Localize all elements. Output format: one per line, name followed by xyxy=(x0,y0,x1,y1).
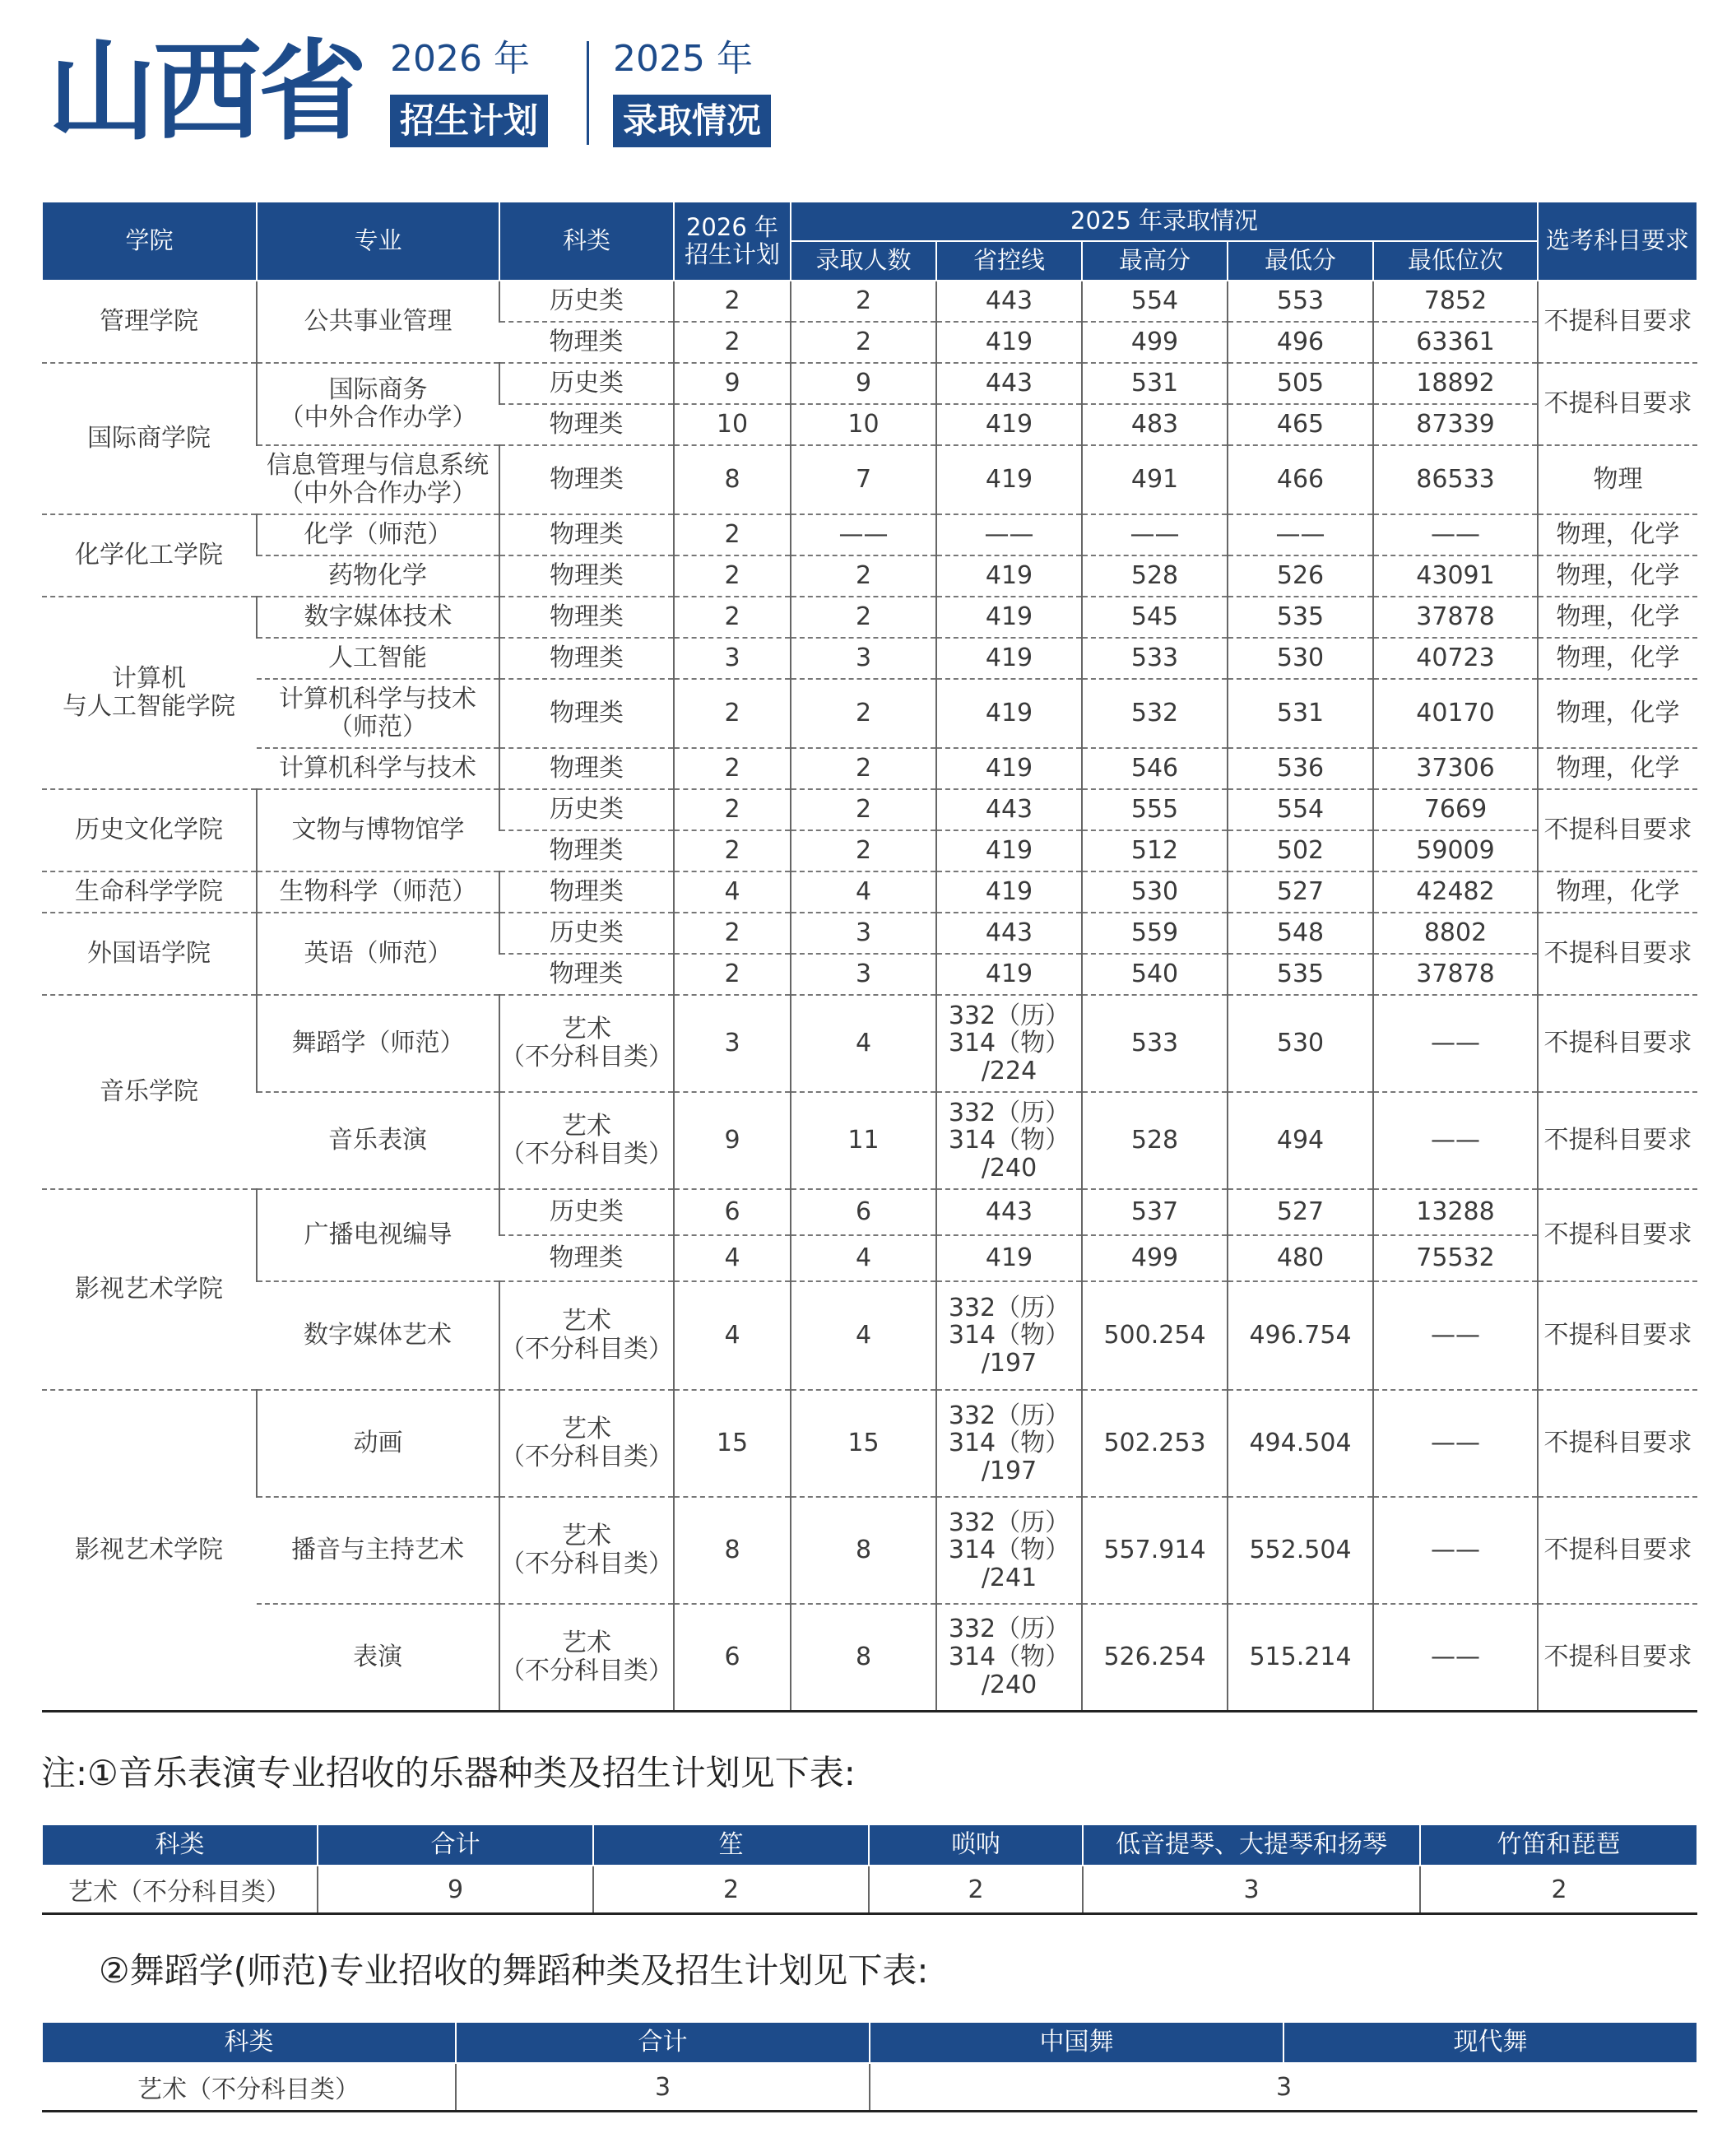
cell-max-score: —— xyxy=(1082,514,1228,555)
music-header-strings: 低音提琴、大提琴和扬琴 xyxy=(1083,1824,1420,1866)
cell-min-score: 502 xyxy=(1228,830,1373,871)
music-table-row xyxy=(42,1866,1697,1914)
dance-header-modern: 现代舞 xyxy=(1283,2022,1697,2063)
cell-major: 数字媒体技术 xyxy=(257,597,499,638)
cell-admitted: —— xyxy=(791,514,936,555)
cell-plan-2026: 9 xyxy=(674,1092,791,1189)
cell-admitted: 2 xyxy=(791,597,936,638)
cell-subject-requirement: 物理，化学 xyxy=(1538,597,1697,638)
dance-type-table xyxy=(41,2021,1698,2112)
music-header-total: 合计 xyxy=(318,1824,593,1866)
cell-max-score: 526.254 xyxy=(1082,1604,1228,1711)
cell-major: 化学（师范） xyxy=(257,514,499,555)
table-row xyxy=(42,281,1697,322)
cell-major: 公共事业管理 xyxy=(257,281,499,363)
cell-min-rank: 59009 xyxy=(1373,830,1538,871)
cell-plan-2026: 2 xyxy=(674,514,791,555)
cell-major: 音乐表演 xyxy=(257,1092,499,1189)
cell-min-rank: —— xyxy=(1373,995,1538,1092)
cell-category: 艺术 （不分科目类） xyxy=(499,1390,674,1497)
cell-college: 历史文化学院 xyxy=(42,789,257,871)
cell-admitted: 4 xyxy=(791,871,936,913)
cell-subject-requirement: 物理，化学 xyxy=(1538,555,1697,597)
cell-min-rank: 87339 xyxy=(1373,404,1538,445)
cell-min-rank: 43091 xyxy=(1373,555,1538,597)
cell-max-score: 557.914 xyxy=(1082,1497,1228,1604)
cell-min-score: 496.754 xyxy=(1228,1281,1373,1390)
cell-admitted: 2 xyxy=(791,789,936,830)
cell-major: 广播电视编导 xyxy=(257,1189,499,1281)
cell-subject-requirement: 不提科目要求 xyxy=(1538,789,1697,871)
cell-subject-requirement: 物理，化学 xyxy=(1538,679,1697,748)
table-row xyxy=(42,514,1697,555)
cell-max-score: 491 xyxy=(1082,445,1228,514)
admission-table-body xyxy=(42,281,1697,1711)
cell-max-score: 483 xyxy=(1082,404,1228,445)
cell-admitted: 9 xyxy=(791,363,936,404)
cell-min-score: 526 xyxy=(1228,555,1373,597)
cell-admitted: 2 xyxy=(791,281,936,322)
cell-category: 历史类 xyxy=(499,363,674,404)
cell-min-rank: 42482 xyxy=(1373,871,1538,913)
cell-category: 物理类 xyxy=(499,679,674,748)
table-row xyxy=(42,871,1697,913)
cell-max-score: 512 xyxy=(1082,830,1228,871)
cell-max-score: 531 xyxy=(1082,363,1228,404)
cell-min-score: —— xyxy=(1228,514,1373,555)
cell-control-line: 332（历） 314（物） /224 xyxy=(936,995,1082,1092)
table-row xyxy=(42,638,1697,679)
cell-control-line: 443 xyxy=(936,363,1082,404)
cell-min-rank: —— xyxy=(1373,1092,1538,1189)
cell-category: 历史类 xyxy=(499,789,674,830)
cell-plan-2026: 2 xyxy=(674,913,791,954)
music-header-flute-pipa: 竹笛和琵琶 xyxy=(1420,1824,1697,1866)
music-header-category: 科类 xyxy=(42,1824,318,1866)
cell-plan-2026: 2 xyxy=(674,830,791,871)
music-cell-total: 9 xyxy=(318,1866,593,1914)
cell-plan-2026: 2 xyxy=(674,679,791,748)
music-cell-category: 艺术（不分科目类） xyxy=(68,1878,290,1907)
cell-major: 英语（师范） xyxy=(257,913,499,995)
cell-admitted: 6 xyxy=(791,1189,936,1235)
cell-min-rank: —— xyxy=(1373,1497,1538,1604)
cell-major: 人工智能 xyxy=(257,638,499,679)
cell-plan-2026: 2 xyxy=(674,555,791,597)
cell-subject-requirement: 物理，化学 xyxy=(1538,748,1697,789)
cell-subject-requirement: 不提科目要求 xyxy=(1538,1497,1697,1604)
cell-subject-requirement: 不提科目要求 xyxy=(1538,1281,1697,1390)
cell-control-line: 419 xyxy=(936,871,1082,913)
header-college: 学院 xyxy=(42,202,257,281)
cell-min-score: 535 xyxy=(1228,597,1373,638)
cell-major: 动画 xyxy=(257,1390,499,1497)
cell-subject-requirement: 物理，化学 xyxy=(1538,638,1697,679)
cell-control-line: 419 xyxy=(936,322,1082,363)
cell-major: 计算机科学与技术 （师范） xyxy=(257,679,499,748)
cell-min-score: 527 xyxy=(1228,1189,1373,1235)
cell-min-rank: —— xyxy=(1373,1390,1538,1497)
cell-max-score: 537 xyxy=(1082,1189,1228,1235)
cell-min-rank: 7669 xyxy=(1373,789,1538,830)
cell-subject-requirement: 不提科目要求 xyxy=(1538,363,1697,445)
header-plan-2026: 2026 年 招生计划 xyxy=(674,202,791,281)
admit-label: 录取情况 xyxy=(613,95,771,147)
cell-min-rank: 75532 xyxy=(1373,1235,1538,1281)
music-cell-strings: 3 xyxy=(1083,1866,1420,1914)
dance-cell-category: 艺术（不分科目类） xyxy=(137,2075,360,2104)
cell-admitted: 2 xyxy=(791,830,936,871)
cell-max-score: 545 xyxy=(1082,597,1228,638)
cell-college: 音乐学院 xyxy=(42,995,257,1189)
table-row xyxy=(42,1189,1697,1235)
music-cell-flute-pipa: 2 xyxy=(1420,1866,1697,1914)
cell-college: 国际商学院 xyxy=(42,363,257,514)
cell-category: 物理类 xyxy=(499,404,674,445)
header-2025-group: 2025 年录取情况 xyxy=(791,202,1538,241)
cell-min-score: 554 xyxy=(1228,789,1373,830)
cell-major: 计算机科学与技术 xyxy=(257,748,499,789)
cell-college: 化学化工学院 xyxy=(42,514,257,597)
header-min-rank: 最低位次 xyxy=(1373,241,1538,281)
cell-min-score: 530 xyxy=(1228,995,1373,1092)
cell-plan-2026: 2 xyxy=(674,789,791,830)
cell-college: 外国语学院 xyxy=(42,913,257,995)
cell-admitted: 8 xyxy=(791,1497,936,1604)
cell-min-rank: —— xyxy=(1373,514,1538,555)
cell-subject-requirement: 物理 xyxy=(1538,445,1697,514)
cell-college: 管理学院 xyxy=(100,307,198,337)
cell-min-score: 553 xyxy=(1228,281,1373,322)
dance-header-total: 合计 xyxy=(456,2022,870,2063)
cell-major: 舞蹈学（师范） xyxy=(257,995,499,1092)
cell-control-line: 419 xyxy=(936,404,1082,445)
cell-major: 国际商务 （中外合作办学） xyxy=(257,363,499,445)
cell-subject-requirement: 不提科目要求 xyxy=(1538,995,1697,1092)
cell-admitted: 2 xyxy=(791,679,936,748)
cell-plan-2026: 8 xyxy=(674,445,791,514)
cell-control-line: 332（历） 314（物） /241 xyxy=(936,1497,1082,1604)
cell-admitted: 4 xyxy=(791,995,936,1092)
cell-plan-2026: 2 xyxy=(674,281,791,322)
cell-min-score: 515.214 xyxy=(1228,1604,1373,1711)
cell-min-score: 536 xyxy=(1228,748,1373,789)
cell-category: 物理类 xyxy=(499,1235,674,1281)
cell-plan-2026: 6 xyxy=(674,1189,791,1235)
cell-max-score: 528 xyxy=(1082,1092,1228,1189)
cell-category: 艺术 （不分科目类） xyxy=(499,1281,674,1390)
cell-max-score: 530 xyxy=(1082,871,1228,913)
cell-max-score: 546 xyxy=(1082,748,1228,789)
cell-max-score: 540 xyxy=(1082,954,1228,995)
cell-admitted: 3 xyxy=(791,954,936,995)
cell-subject-requirement: 不提科目要求 xyxy=(1538,1390,1697,1497)
cell-major: 生物科学（师范） xyxy=(257,871,499,913)
cell-admitted: 4 xyxy=(791,1235,936,1281)
cell-min-score: 531 xyxy=(1228,679,1373,748)
cell-control-line: —— xyxy=(936,514,1082,555)
table-row xyxy=(42,445,1697,514)
cell-control-line: 419 xyxy=(936,954,1082,995)
header-major: 专业 xyxy=(257,202,499,281)
table-row xyxy=(42,1390,1697,1497)
header-control-line: 省控线 xyxy=(936,241,1082,281)
cell-plan-2026: 6 xyxy=(674,1604,791,1711)
cell-min-rank: 40723 xyxy=(1373,638,1538,679)
cell-subject-requirement: 不提科目要求 xyxy=(1538,1092,1697,1189)
cell-category: 物理类 xyxy=(499,748,674,789)
cell-category: 物理类 xyxy=(499,638,674,679)
cell-subject-requirement: 不提科目要求 xyxy=(1538,1189,1697,1281)
admit-year: 2025 年 xyxy=(613,38,753,80)
dance-header-category: 科类 xyxy=(42,2022,456,2063)
cell-plan-2026: 4 xyxy=(674,1281,791,1390)
cell-min-rank: 37878 xyxy=(1373,597,1538,638)
cell-min-rank: 37306 xyxy=(1373,748,1538,789)
table-row xyxy=(42,363,1697,404)
cell-major: 文物与博物馆学 xyxy=(257,789,499,871)
note-music: 注:①音乐表演专业招收的乐器种类及招生计划见下表: xyxy=(41,1753,856,1793)
note-dance: ②舞蹈学(师范)专业招收的舞蹈种类及招生计划见下表: xyxy=(99,1950,929,1991)
cell-control-line: 419 xyxy=(936,830,1082,871)
cell-category: 物理类 xyxy=(499,597,674,638)
cell-subject-requirement: 物理，化学 xyxy=(1538,871,1697,913)
header-admitted: 录取人数 xyxy=(791,241,936,281)
header-category: 科类 xyxy=(499,202,674,281)
cell-admitted: 3 xyxy=(791,913,936,954)
cell-min-rank: 13288 xyxy=(1373,1189,1538,1235)
province-title: 山西省 xyxy=(48,29,364,156)
cell-college: 影视艺术学院 xyxy=(42,1390,257,1711)
cell-max-score: 502.253 xyxy=(1082,1390,1228,1497)
plan-label: 招生计划 xyxy=(390,95,548,147)
cell-max-score: 528 xyxy=(1082,555,1228,597)
music-header-sheng: 笙 xyxy=(593,1824,869,1866)
dance-cell-total: 3 xyxy=(456,2063,870,2112)
cell-category: 艺术 （不分科目类） xyxy=(499,1604,674,1711)
cell-major: 药物化学 xyxy=(257,555,499,597)
cell-min-rank: —— xyxy=(1373,1281,1538,1390)
cell-admitted: 2 xyxy=(791,748,936,789)
table-row xyxy=(42,789,1697,830)
cell-major: 表演 xyxy=(257,1604,499,1711)
cell-control-line: 443 xyxy=(936,1189,1082,1235)
cell-admitted: 11 xyxy=(791,1092,936,1189)
cell-min-rank: —— xyxy=(1373,1604,1538,1711)
cell-plan-2026: 15 xyxy=(674,1390,791,1497)
music-header-suona: 唢呐 xyxy=(869,1824,1083,1866)
table-row xyxy=(42,1604,1697,1711)
cell-major: 数字媒体艺术 xyxy=(257,1281,499,1390)
cell-max-score: 555 xyxy=(1082,789,1228,830)
cell-control-line: 419 xyxy=(936,597,1082,638)
cell-category: 历史类 xyxy=(499,1189,674,1235)
cell-admitted: 2 xyxy=(791,555,936,597)
cell-min-score: 552.504 xyxy=(1228,1497,1373,1604)
header-min-score: 最低分 xyxy=(1228,241,1373,281)
music-instrument-table xyxy=(41,1824,1698,1915)
cell-min-score: 494.504 xyxy=(1228,1390,1373,1497)
cell-min-rank: 63361 xyxy=(1373,322,1538,363)
cell-control-line: 419 xyxy=(936,748,1082,789)
table-row xyxy=(42,748,1697,789)
header-max-score: 最高分 xyxy=(1082,241,1228,281)
cell-max-score: 554 xyxy=(1082,281,1228,322)
cell-plan-2026: 10 xyxy=(674,404,791,445)
cell-control-line: 419 xyxy=(936,445,1082,514)
cell-subject-requirement: 物理，化学 xyxy=(1538,514,1697,555)
cell-min-score: 548 xyxy=(1228,913,1373,954)
cell-plan-2026: 4 xyxy=(674,871,791,913)
cell-min-score: 465 xyxy=(1228,404,1373,445)
cell-category: 历史类 xyxy=(499,281,674,322)
cell-plan-2026: 2 xyxy=(674,954,791,995)
cell-category: 物理类 xyxy=(499,555,674,597)
cell-min-score: 527 xyxy=(1228,871,1373,913)
cell-control-line: 419 xyxy=(936,555,1082,597)
cell-category: 物理类 xyxy=(499,445,674,514)
cell-plan-2026: 8 xyxy=(674,1497,791,1604)
cell-max-score: 533 xyxy=(1082,638,1228,679)
dance-header-chinese: 中国舞 xyxy=(870,2022,1283,2063)
cell-min-score: 505 xyxy=(1228,363,1373,404)
cell-admitted: 4 xyxy=(791,1281,936,1390)
cell-plan-2026: 2 xyxy=(674,322,791,363)
cell-min-score: 466 xyxy=(1228,445,1373,514)
cell-category: 物理类 xyxy=(499,514,674,555)
cell-max-score: 559 xyxy=(1082,913,1228,954)
cell-max-score: 500.254 xyxy=(1082,1281,1228,1390)
cell-major: 信息管理与信息系统 （中外合作办学） xyxy=(257,445,499,514)
cell-plan-2026: 4 xyxy=(674,1235,791,1281)
cell-admitted: 15 xyxy=(791,1390,936,1497)
cell-min-score: 480 xyxy=(1228,1235,1373,1281)
cell-min-score: 535 xyxy=(1228,954,1373,995)
cell-min-rank: 8802 xyxy=(1373,913,1538,954)
cell-category: 艺术 （不分科目类） xyxy=(499,1497,674,1604)
cell-admitted: 3 xyxy=(791,638,936,679)
cell-subject-requirement: 不提科目要求 xyxy=(1538,281,1697,363)
cell-min-score: 496 xyxy=(1228,322,1373,363)
cell-control-line: 419 xyxy=(936,638,1082,679)
dance-table-row xyxy=(42,2063,1697,2112)
cell-category: 物理类 xyxy=(499,830,674,871)
music-cell-sheng: 2 xyxy=(593,1866,869,1914)
cell-subject-requirement: 不提科目要求 xyxy=(1538,1604,1697,1711)
cell-category: 物理类 xyxy=(499,954,674,995)
cell-max-score: 533 xyxy=(1082,995,1228,1092)
cell-subject-requirement: 不提科目要求 xyxy=(1538,913,1697,995)
cell-control-line: 443 xyxy=(936,913,1082,954)
dance-cell-count: 3 xyxy=(870,2063,1697,2112)
music-cell-suona: 2 xyxy=(869,1866,1083,1914)
cell-max-score: 532 xyxy=(1082,679,1228,748)
cell-college: 影视艺术学院 xyxy=(42,1189,257,1390)
cell-control-line: 332（历） 314（物） /197 xyxy=(936,1281,1082,1390)
cell-admitted: 8 xyxy=(791,1604,936,1711)
cell-admitted: 7 xyxy=(791,445,936,514)
table-row xyxy=(42,1281,1697,1390)
cell-min-rank: 37878 xyxy=(1373,954,1538,995)
cell-plan-2026: 3 xyxy=(674,638,791,679)
cell-control-line: 419 xyxy=(936,679,1082,748)
cell-control-line: 332（历） 314（物） /197 xyxy=(936,1390,1082,1497)
cell-plan-2026: 3 xyxy=(674,995,791,1092)
cell-college: 计算机 与人工智能学院 xyxy=(42,597,257,789)
cell-min-rank: 7852 xyxy=(1373,281,1538,322)
cell-control-line: 443 xyxy=(936,281,1082,322)
table-row xyxy=(42,555,1697,597)
table-row xyxy=(42,1497,1697,1604)
table-row xyxy=(42,913,1697,954)
header-divider xyxy=(587,41,589,145)
plan-year: 2026 年 xyxy=(390,38,530,80)
cell-min-rank: 18892 xyxy=(1373,363,1538,404)
cell-control-line: 419 xyxy=(936,1235,1082,1281)
header-subject-requirement: 选考科目要求 xyxy=(1538,202,1697,281)
cell-control-line: 332（历） 314（物） /240 xyxy=(936,1604,1082,1711)
cell-plan-2026: 2 xyxy=(674,748,791,789)
cell-major: 播音与主持艺术 xyxy=(257,1497,499,1604)
table-row xyxy=(42,1092,1697,1189)
admission-table xyxy=(41,201,1698,1712)
cell-college: 生命科学学院 xyxy=(42,871,257,913)
cell-control-line: 443 xyxy=(936,789,1082,830)
table-row xyxy=(42,597,1697,638)
cell-category: 艺术 （不分科目类） xyxy=(499,1092,674,1189)
cell-admitted: 2 xyxy=(791,322,936,363)
cell-max-score: 499 xyxy=(1082,1235,1228,1281)
cell-min-rank: 40170 xyxy=(1373,679,1538,748)
cell-category: 艺术 （不分科目类） xyxy=(499,995,674,1092)
cell-category: 历史类 xyxy=(499,913,674,954)
cell-admitted: 10 xyxy=(791,404,936,445)
table-row xyxy=(42,995,1697,1092)
cell-plan-2026: 2 xyxy=(674,597,791,638)
cell-min-score: 494 xyxy=(1228,1092,1373,1189)
cell-min-rank: 86533 xyxy=(1373,445,1538,514)
cell-control-line: 332（历） 314（物） /240 xyxy=(936,1092,1082,1189)
cell-min-score: 530 xyxy=(1228,638,1373,679)
cell-plan-2026: 9 xyxy=(674,363,791,404)
table-row xyxy=(42,679,1697,748)
cell-category: 物理类 xyxy=(499,871,674,913)
cell-max-score: 499 xyxy=(1082,322,1228,363)
cell-category: 物理类 xyxy=(499,322,674,363)
